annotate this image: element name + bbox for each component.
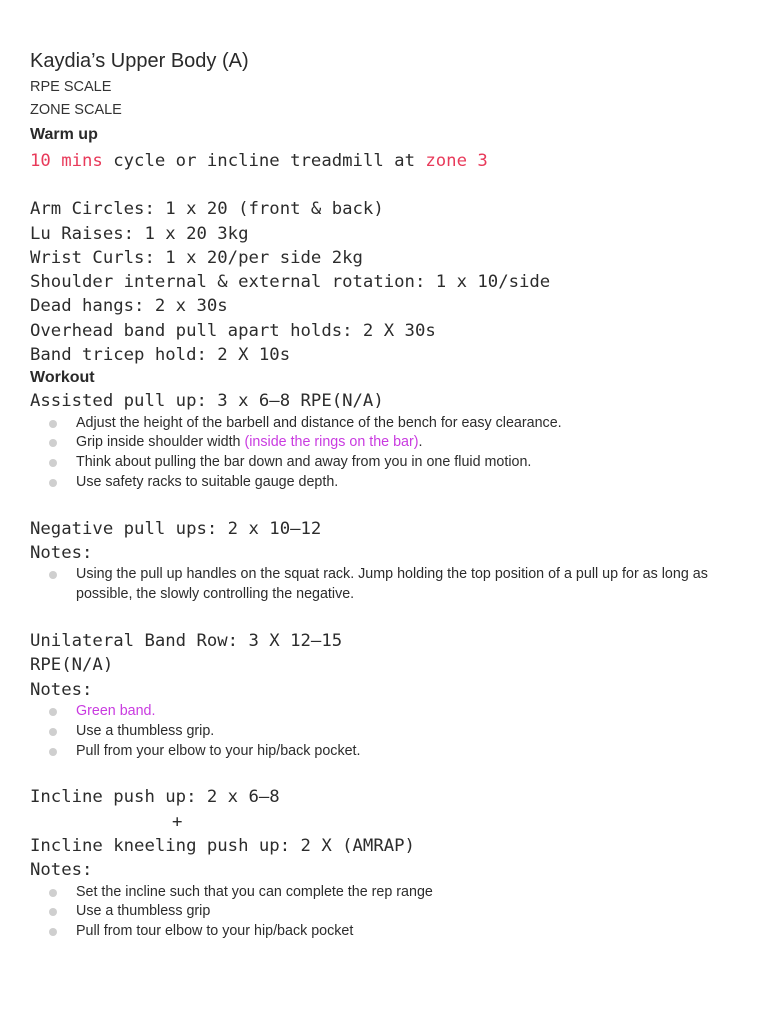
note-title: Kaydia’s Upper Body (A) [30,50,249,72]
list-item: Set the incline such that you can complete the rep range [76,883,740,903]
notes-label: Notes: [30,543,93,564]
bullet-dot [49,420,57,428]
blank-line [30,493,740,517]
bullet-dot [49,928,57,936]
workout-heading: Workout [30,369,95,387]
highlight-text: Green band. [76,702,156,719]
exercise-title: Incline push up: 2 x 6–8 [30,787,280,808]
bullet-dot [49,479,57,487]
warmup-exercise: Dead hangs: 2 x 30s [30,296,228,317]
bullet-dot [49,889,57,897]
warmup-cardio [30,149,740,173]
list-item: Adjust the height of the barbell and distance of the bench for easy clearance. [76,414,740,434]
list-item: Use safety racks to suitable gauge depth. [76,473,740,493]
exercise-notes-list [30,414,740,493]
bullet-dot [49,439,57,447]
warmup-exercise: Shoulder internal & external rotation: 1 x 10/side [30,272,551,293]
bullet-dot [49,728,57,736]
bullet-dot [49,571,57,579]
list-item: Use a thumbless grip. [76,722,740,742]
rpe-scale-link[interactable]: RPE SCALE [30,79,112,95]
list-item: Using the pull up handles on the squat rack. Jump holding the top position of a pull up for as long as possible, the slowly controlling the negative. [76,565,740,605]
cardio-text: cycle or incline treadmill at [102,151,426,171]
exercise-rpe: RPE(N/A) [30,655,114,676]
notes-label: Notes: [30,860,93,881]
list-item: Use a thumbless grip [76,902,740,922]
list-item: Grip inside shoulder width (inside the rings on the bar). [76,433,740,453]
highlight-text: (inside the rings on the bar) [244,434,419,451]
warmup-exercise: Lu Raises: 1 x 20 3kg [30,223,249,244]
exercise-title: Unilateral Band Row: 3 X 12–15 [30,631,343,652]
note-body[interactable] [30,48,740,942]
warmup-exercise: Band tricep hold: 2 X 10s [30,345,291,366]
zone-scale-link[interactable]: ZONE SCALE [30,102,122,118]
bullet-dot [49,459,57,467]
blank-line [30,173,740,197]
warmup-exercise: Arm Circles: 1 x 20 (front & back) [30,199,384,220]
blank-line [30,605,740,629]
exercise-title: Assisted pull up: 3 x 6–8 RPE(N/A) [30,391,384,412]
bullet-dot [49,908,57,916]
exercise-title: Negative pull ups: 2 x 10–12 [30,518,322,539]
list-item: Pull from your elbow to your hip/back pocket. [76,742,740,762]
exercise-title: Incline kneeling push up: 2 X (AMRAP) [30,835,415,856]
list-item: Pull from tour elbow to your hip/back pocket [76,922,740,942]
warmup-heading: Warm up [30,126,98,143]
notes-label: Notes: [30,679,93,700]
warmup-exercise: Overhead band pull apart holds: 2 X 30s [30,320,436,341]
plus-sign: + [172,811,183,832]
bullet-dot [49,748,57,756]
bullet-dot [49,708,57,716]
list-item [76,702,740,722]
cardio-duration: 10 mins [30,151,103,171]
blank-line [30,761,740,785]
exercise-notes-list [30,565,740,605]
list-item: Think about pulling the bar down and away from you in one fluid motion. [76,453,740,473]
cardio-zone: zone 3 [425,151,488,171]
warmup-exercise: Wrist Curls: 1 x 20/per side 2kg [30,247,363,268]
exercise-notes-list [30,883,740,942]
exercise-notes-list [30,702,740,761]
